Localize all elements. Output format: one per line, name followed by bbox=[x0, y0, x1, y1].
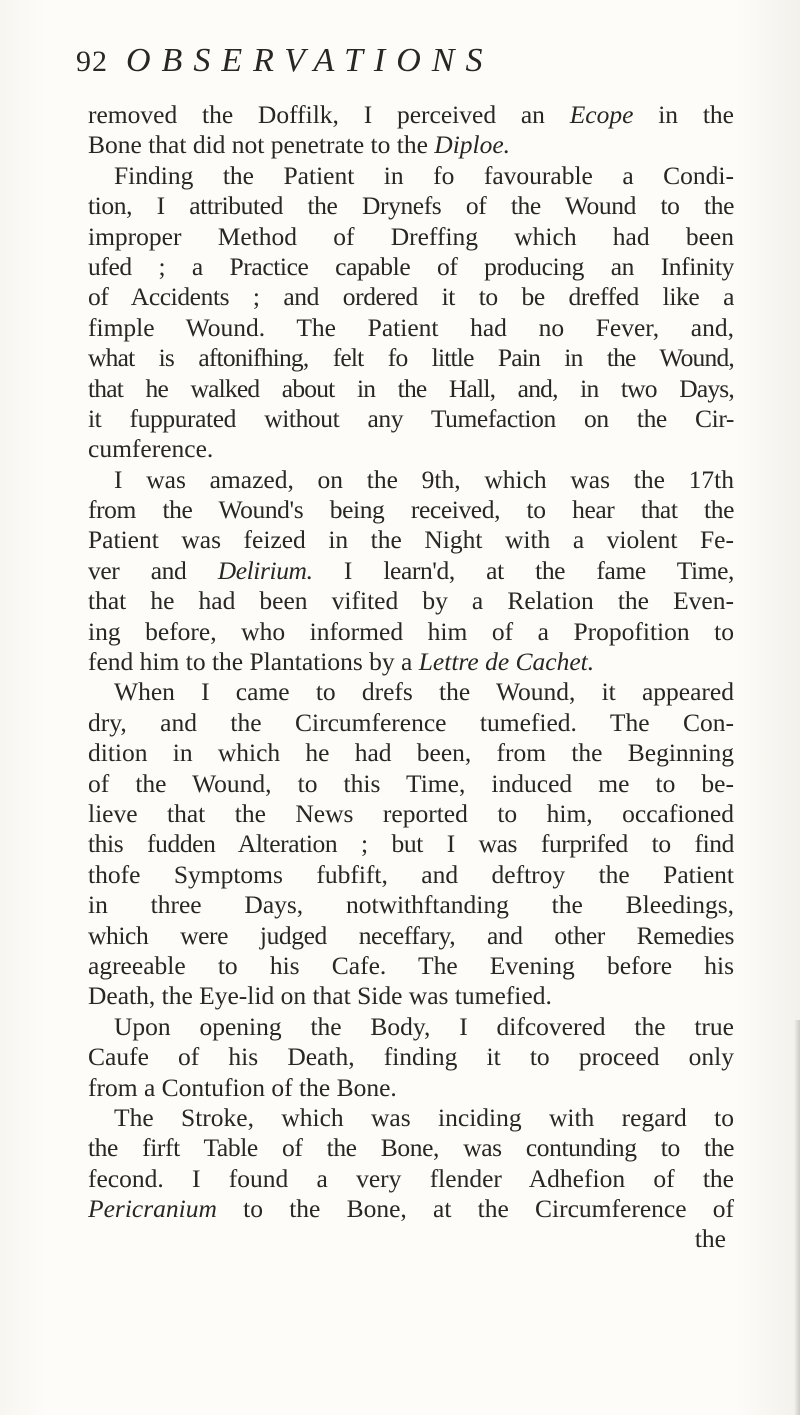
body-text bbox=[88, 100, 734, 1255]
text-line: from a Contufion of the Bone. bbox=[88, 1072, 397, 1102]
text-line: ufed ; a Practice capable of producing an Infinity bbox=[88, 251, 734, 281]
running-head: OBSERVATIONS bbox=[126, 42, 494, 79]
text-line: Finding the Patient in fo favourable a Condi- bbox=[114, 160, 734, 190]
text-line: ver and Delirium. I learn'd, at the fame Time, bbox=[88, 555, 734, 585]
text-line: lieve that the News reported to him, occafioned bbox=[88, 798, 734, 828]
text-line: dition in which he had been, from the Beginning bbox=[88, 738, 734, 768]
italic-term: Pericranium bbox=[88, 1194, 217, 1224]
italic-term: Lettre de Cachet. bbox=[418, 647, 595, 677]
text-line: the firft Table of the Bone, was contunding to the bbox=[88, 1133, 734, 1163]
text-line: cumference. bbox=[88, 434, 214, 464]
text-line: The Stroke, which was inciding with regard to bbox=[114, 1102, 734, 1132]
text-line: agreeable to his Cafe. The Evening before his bbox=[88, 950, 734, 980]
text-line: that he had been vifited by a Relation the Even- bbox=[88, 586, 734, 616]
text-line: ing before, who informed him of a Propofition to bbox=[88, 616, 734, 646]
page-number: 92 bbox=[76, 45, 108, 78]
text-line: of the Wound, to this Time, induced me to be- bbox=[88, 768, 734, 798]
text-line: this fudden Alteration ; but I was furprifed to find bbox=[88, 829, 734, 859]
text-line: fimple Wound. The Patient had no Fever, and, bbox=[88, 312, 734, 342]
text-line: of Accidents ; and ordered it to be dreffed like a bbox=[88, 282, 734, 312]
text-line: When I came to drefs the Wound, it appeared bbox=[114, 677, 734, 707]
page-header bbox=[76, 42, 716, 86]
text-line: fend him to the Plantations by a Lettre de Cachet. bbox=[88, 647, 595, 677]
text-line: thofe Symptoms fubfift, and deftroy the Patient bbox=[88, 859, 734, 889]
text-line: tion, I attributed the Drynefs of the Wound to the bbox=[88, 191, 734, 221]
text-line: Patient was feized in the Night with a violent Fe- bbox=[88, 525, 734, 555]
text-line: improper Method of Dreffing which had been bbox=[88, 221, 734, 251]
text-line: Upon opening the Body, I difcovered the true bbox=[114, 1011, 734, 1041]
page-edge-shadow bbox=[794, 1020, 800, 1415]
text-line: from the Wound's being received, to hear that the bbox=[88, 495, 734, 525]
catchword: the bbox=[694, 1224, 726, 1254]
text-line: Bone that did not penetrate to the Diploe. bbox=[88, 130, 511, 160]
italic-term: Delirium. bbox=[217, 555, 313, 585]
text-line: removed the Doffilk, I perceived an Ecope in the bbox=[88, 100, 734, 129]
text-line: what is aftonifhing, felt fo little Pain in the Wound, bbox=[88, 343, 734, 373]
text-line: that he walked about in the Hall, and, in two Days, bbox=[88, 373, 734, 403]
text-line: Caufe of his Death, finding it to proceed only bbox=[88, 1042, 734, 1072]
text-line: dry, and the Circumference tumefied. The Con- bbox=[88, 707, 734, 737]
text-line: it fuppurated without any Tumefaction on the Cir- bbox=[88, 403, 734, 433]
text-line: Death, the Eye-lid on that Side was tumefied. bbox=[88, 981, 552, 1011]
text-line: which were judged neceffary, and other Remedies bbox=[88, 920, 734, 950]
italic-term: Ecope bbox=[569, 100, 634, 129]
text-line: in three Days, notwithftanding the Bleedings, bbox=[88, 890, 734, 920]
text-line: fecond. I found a very flender Adhefion of the bbox=[88, 1163, 734, 1193]
text-line: Pericranium to the Bone, at the Circumference of bbox=[88, 1194, 734, 1224]
text-line: I was amazed, on the 9th, which was the 17th bbox=[114, 464, 734, 494]
italic-term: Diploe. bbox=[434, 130, 511, 160]
